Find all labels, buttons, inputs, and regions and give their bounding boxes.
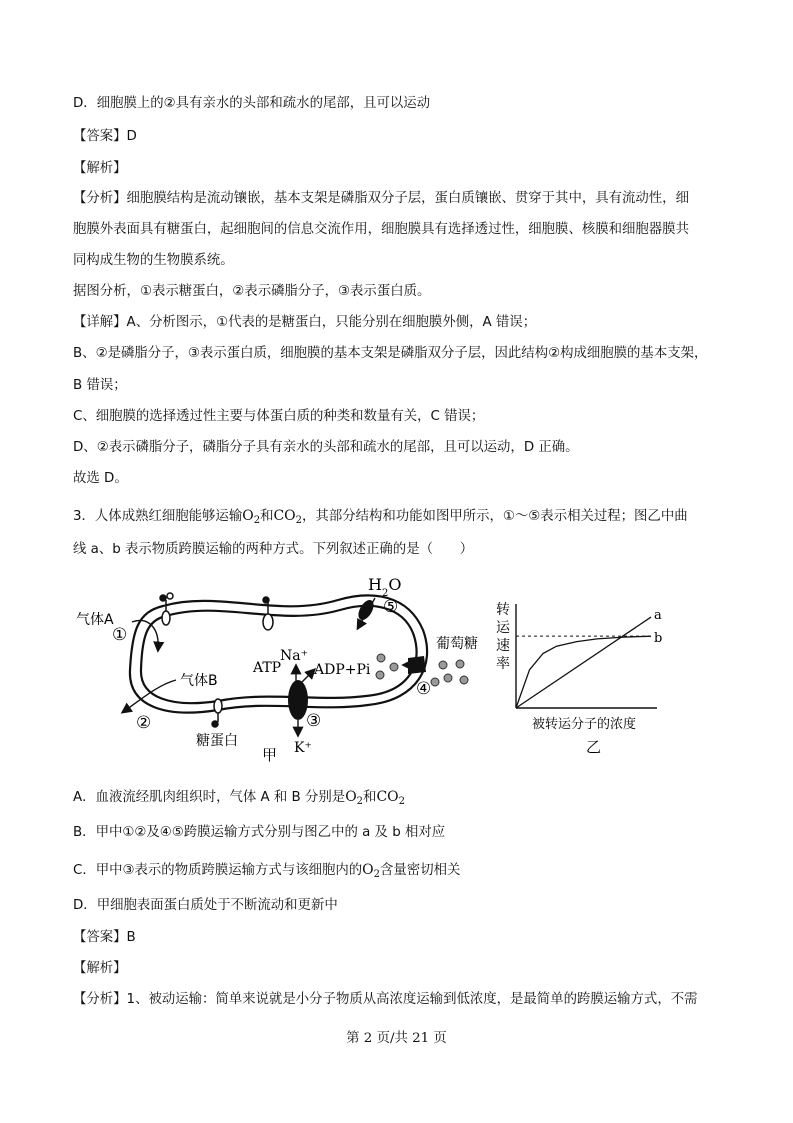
glucose-label: 葡萄糖 xyxy=(436,636,478,652)
detail-b-line-2: B 错误； xyxy=(73,378,127,393)
num-3: ③ xyxy=(306,711,322,731)
atp-label: ATP xyxy=(253,660,282,676)
y-axis-label-char: 运 xyxy=(496,620,510,636)
fenxi-1-line-2: 胞膜外表面具有糖蛋白，起细胞间的信息交流作用，细胞膜具有选择透过性，细胞膜、核膜和细胞器膜共 xyxy=(73,222,689,237)
k-label: K⁺ xyxy=(294,740,312,756)
glycoprotein-top-1 xyxy=(160,593,173,625)
analysis-label-1: 【解析】 xyxy=(73,161,127,176)
gas-b-label: 气体B xyxy=(180,673,218,689)
page-footer: 第 2 页/共 21 页 xyxy=(346,1031,447,1046)
series-label-a: a xyxy=(654,608,662,624)
option-b: B．甲中①②及④⑤跨膜运输方式分别与图乙中的 a 及 b 相对应 xyxy=(73,825,446,840)
series-line-b xyxy=(516,636,651,708)
glycoprotein-bottom xyxy=(212,699,222,727)
detail-c: C、细胞膜的选择透过性主要与体蛋白质的种类和数量有关，C 错误； xyxy=(73,409,485,424)
chart-plot-area xyxy=(496,602,662,756)
detail-d: D、②表示磷脂分子，磷脂分子具有亲水的头部和疏水的尾部，且可以运动，D 正确。 xyxy=(73,440,579,455)
fenxi-1-line-3: 同构成生物的生物膜系统。 xyxy=(73,253,234,268)
num-5: ⑤ xyxy=(383,597,399,617)
num-4: ④ xyxy=(416,679,432,699)
num-2: ② xyxy=(136,713,152,733)
prev-option-d: D．细胞膜上的②具有亲水的头部和疏水的尾部，且可以运动 xyxy=(73,96,431,111)
series-label-b: b xyxy=(654,631,663,647)
final-choice-1: 故选 D。 xyxy=(73,471,128,486)
option-a: A．血液流经肌肉组织时，气体 A 和 B 分别是$O_2$和$CO_2$ xyxy=(73,789,406,807)
na-label: Na⁺ xyxy=(280,648,308,664)
chart-caption: 乙 xyxy=(586,738,602,756)
analysis-label-2: 【解析】 xyxy=(73,961,127,976)
detail-b-line-1: B、②是磷脂分子，③表示蛋白质，细胞膜的基本支架是磷脂双分子层，因此结构②构成细胞膜的基本支架， xyxy=(73,346,708,361)
question-3-line-2: 线 a、b 表示物质跨膜运输的两种方式。下列叙述正确的是（ ） xyxy=(73,542,474,557)
option-d: D．甲细胞表面蛋白质处于不断流动和更新中 xyxy=(73,898,338,913)
chem-co2-a: $CO_2$ xyxy=(376,789,406,807)
chem-o2-c: $O_2$ xyxy=(362,862,381,880)
sodium-potassium-pump xyxy=(288,680,308,720)
chem-o2: $O_2$ xyxy=(242,508,261,526)
figure-jia-caption: 甲 xyxy=(262,746,278,764)
answer-1: 【答案】D xyxy=(73,129,137,144)
glycoprotein-label: 糖蛋白 xyxy=(196,733,238,749)
num-1: ① xyxy=(112,625,128,645)
y-axis-label-char: 转 xyxy=(496,602,510,618)
figure-interpretation: 据图分析，①表示糖蛋白，②表示磷脂分子，③表示蛋白质。 xyxy=(73,284,431,299)
chem-o2-a: $O_2$ xyxy=(345,789,364,807)
adp-label: ADP+Pi xyxy=(314,662,371,678)
y-axis-label-char: 速 xyxy=(496,638,510,654)
option-c: C．甲中③表示的物质跨膜运输方式与该细胞内的$O_2$含量密切相关 xyxy=(73,862,461,880)
chart-yi xyxy=(490,600,690,780)
fenxi-1-line-1: 【分析】细胞膜结构是流动镶嵌，基本支架是磷脂双分子层，蛋白质镶嵌、贯穿于其中，具有流动性，细 xyxy=(73,191,689,206)
figure-jia xyxy=(68,570,508,765)
x-axis-label: 被转运分子的浓度 xyxy=(532,717,637,732)
detail-a: 【详解】A、分析图示，①代表的是糖蛋白，只能分别在细胞膜外侧，A 错误； xyxy=(73,315,537,330)
question-3-line-1: 3．人体成熟红细胞能够运输$O_2$和$CO_2$，其部分结构和功能如图甲所示，①～⑤表示相关过程；图乙中曲 xyxy=(73,508,688,526)
chem-co2: $CO_2$ xyxy=(273,508,303,526)
y-axis-label-char: 率 xyxy=(496,656,510,672)
h2o-label: $H_2O$ xyxy=(368,575,402,599)
answer-2: 【答案】B xyxy=(73,930,136,945)
gas-a-label: 气体A xyxy=(76,612,114,628)
fenxi-2: 【分析】1、被动运输：简单来说就是小分子物质从高浓度运输到低浓度，是最简单的跨膜运输方式，不需 xyxy=(73,992,698,1007)
